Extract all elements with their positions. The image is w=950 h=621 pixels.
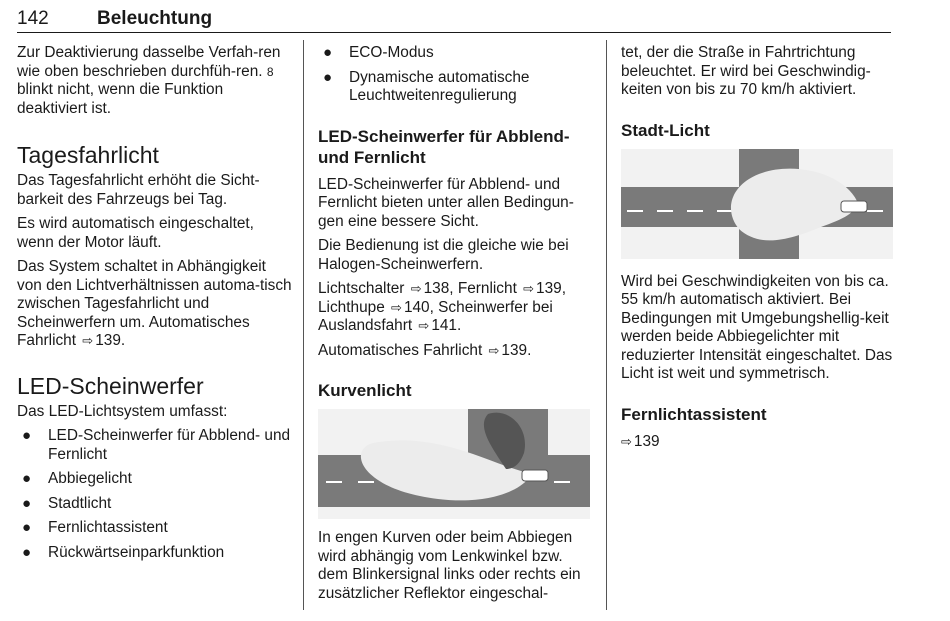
column-divider-left bbox=[303, 40, 304, 610]
paragraph-stadt-licht: Wird bei Geschwindigkeiten von bis ca. 55 km/h automatisch aktiviert. Bei Bedingungen mit Umgebungshellig-keit werden beide Abbiegelichter mit reduzierter Intensität eingeschaltet. Das Licht ist weit und symmetrisch. bbox=[621, 272, 893, 382]
ref-text: 139, Lichthupe bbox=[318, 280, 566, 316]
paragraph-system bbox=[17, 258, 293, 351]
list-item-text: ECO-Modus bbox=[349, 44, 434, 61]
ref-text: 138, Fernlicht bbox=[423, 280, 517, 297]
heading-stadt-licht: Stadt-Licht bbox=[621, 120, 710, 140]
led-feature-list bbox=[17, 427, 293, 562]
list-item-text: Dynamische automatische Leuchtweitenregulierung bbox=[349, 68, 530, 104]
column-2 bbox=[318, 44, 594, 609]
car-icon bbox=[522, 470, 548, 481]
column-1 bbox=[17, 44, 293, 568]
bullet-icon: ● bbox=[323, 44, 333, 61]
paragraph-operation: Die Bedienung ist die gleiche wie bei Halogen-Scheinwerfern. bbox=[318, 237, 569, 273]
heading-tagesfahrlicht: Tagesfahrlicht bbox=[17, 142, 159, 168]
bullet-icon: ● bbox=[22, 427, 32, 444]
kurvenlicht-illustration bbox=[318, 409, 590, 519]
bullet-icon: ● bbox=[22, 543, 32, 561]
paragraph-references bbox=[318, 280, 594, 336]
reference-arrow-icon: ⇨ bbox=[621, 433, 632, 449]
heading-led-abblend-fernlicht: LED-Scheinwerfer für Abblend- und Fernlicht bbox=[318, 126, 570, 167]
reference-arrow-icon: ⇨ bbox=[391, 299, 402, 315]
reference-arrow-icon: ⇨ bbox=[418, 318, 430, 333]
bullet-icon: ● bbox=[22, 470, 32, 487]
heading-kurvenlicht: Kurvenlicht bbox=[318, 381, 412, 400]
lamp-indicator-icon: 8 bbox=[266, 64, 274, 79]
paragraph-auto-on: Es wird automatisch eingeschaltet, wenn der Motor läuft. bbox=[17, 215, 254, 251]
ref-text: Lichtschalter bbox=[318, 280, 405, 297]
ref-text: 139 bbox=[633, 432, 660, 450]
list-item-text: Stadtlicht bbox=[48, 494, 112, 512]
text-deactivation: Zur Deaktivierung dasselbe Verfah-ren wie oben beschrieben durchfüh-ren. bbox=[17, 44, 281, 80]
list-item bbox=[318, 44, 594, 63]
led-feature-list-continued bbox=[318, 44, 594, 106]
page-reference: 139. bbox=[95, 332, 126, 349]
paragraph-auto-light-ref bbox=[318, 342, 594, 361]
paragraph-led-benefit: LED-Scheinwerfer für Abblend- und Fernlicht bieten unter allen Bedingun-gen eine bessere Sicht. bbox=[318, 175, 574, 230]
paragraph-visibility: Das Tagesfahrlicht erhöht die Sicht-barkeit des Fahrzeugs bei Tag. bbox=[17, 172, 260, 208]
column-divider-right bbox=[606, 40, 607, 610]
page-title: Beleuchtung bbox=[97, 8, 213, 29]
paragraph-deactivation bbox=[17, 44, 293, 118]
reference-arrow-icon: ⇨ bbox=[82, 333, 94, 348]
list-item bbox=[17, 470, 293, 489]
paragraph-led-system: Das LED-Lichtsystem umfasst: bbox=[17, 402, 228, 420]
list-item bbox=[17, 495, 293, 514]
ref-text: 139. bbox=[501, 341, 532, 359]
bullet-icon: ● bbox=[22, 494, 32, 512]
car-icon bbox=[841, 201, 867, 212]
heading-fernlichtassistent: Fernlichtassistent bbox=[621, 404, 767, 424]
reference-arrow-icon: ⇨ bbox=[410, 281, 422, 296]
ref-text: 140, Scheinwerfer bei Auslandsfahrt bbox=[318, 298, 553, 334]
reference-arrow-icon: ⇨ bbox=[523, 281, 535, 296]
ref-text: 141. bbox=[431, 317, 462, 334]
heading-led-scheinwerfer: LED-Scheinwerfer bbox=[17, 372, 204, 399]
text-system: Das System schaltet in Abhängigkeit von den Lichtverhältnissen automa-tisch zwischen Tagesfahrlicht und Scheinwerfern um. Automatisches Fahrlicht bbox=[17, 258, 292, 349]
list-item-text: LED-Scheinwerfer für Abblend- und Fernlicht bbox=[48, 427, 291, 463]
text-blinks: blinkt nicht, wenn die Funktion deaktiviert ist. bbox=[17, 81, 224, 117]
list-item bbox=[17, 519, 293, 538]
page-header bbox=[17, 6, 891, 32]
list-item-text: Fernlichtassistent bbox=[48, 519, 168, 536]
list-item-text: Abbiegelicht bbox=[48, 470, 132, 487]
bullet-icon: ● bbox=[22, 519, 32, 536]
header-rule bbox=[17, 32, 891, 33]
paragraph-fernlicht-ref bbox=[621, 433, 893, 452]
page-number: 142 bbox=[17, 8, 49, 29]
bullet-icon: ● bbox=[323, 68, 333, 86]
column-3 bbox=[621, 44, 893, 457]
stadtlicht-illustration bbox=[621, 149, 893, 259]
ref-text: Automatisches Fahrlicht bbox=[318, 341, 483, 359]
list-item-text: Rückwärtseinparkfunktion bbox=[48, 543, 225, 561]
reference-arrow-icon: ⇨ bbox=[488, 342, 500, 358]
list-item bbox=[17, 544, 293, 563]
list-item bbox=[17, 427, 293, 464]
list-item bbox=[318, 69, 594, 106]
paragraph-kurvenlicht-cont: tet, der die Straße in Fahrtrichtung beleuchtet. Er wird bei Geschwindig-keiten von bis zu 70 km/h aktiviert. bbox=[621, 44, 871, 98]
paragraph-kurvenlicht: In engen Kurven oder beim Abbiegen wird abhängig vom Lenkwinkel bzw. dem Blinkersignal links oder rechts ein zusätzlicher Reflektor eingeschal- bbox=[318, 529, 581, 602]
